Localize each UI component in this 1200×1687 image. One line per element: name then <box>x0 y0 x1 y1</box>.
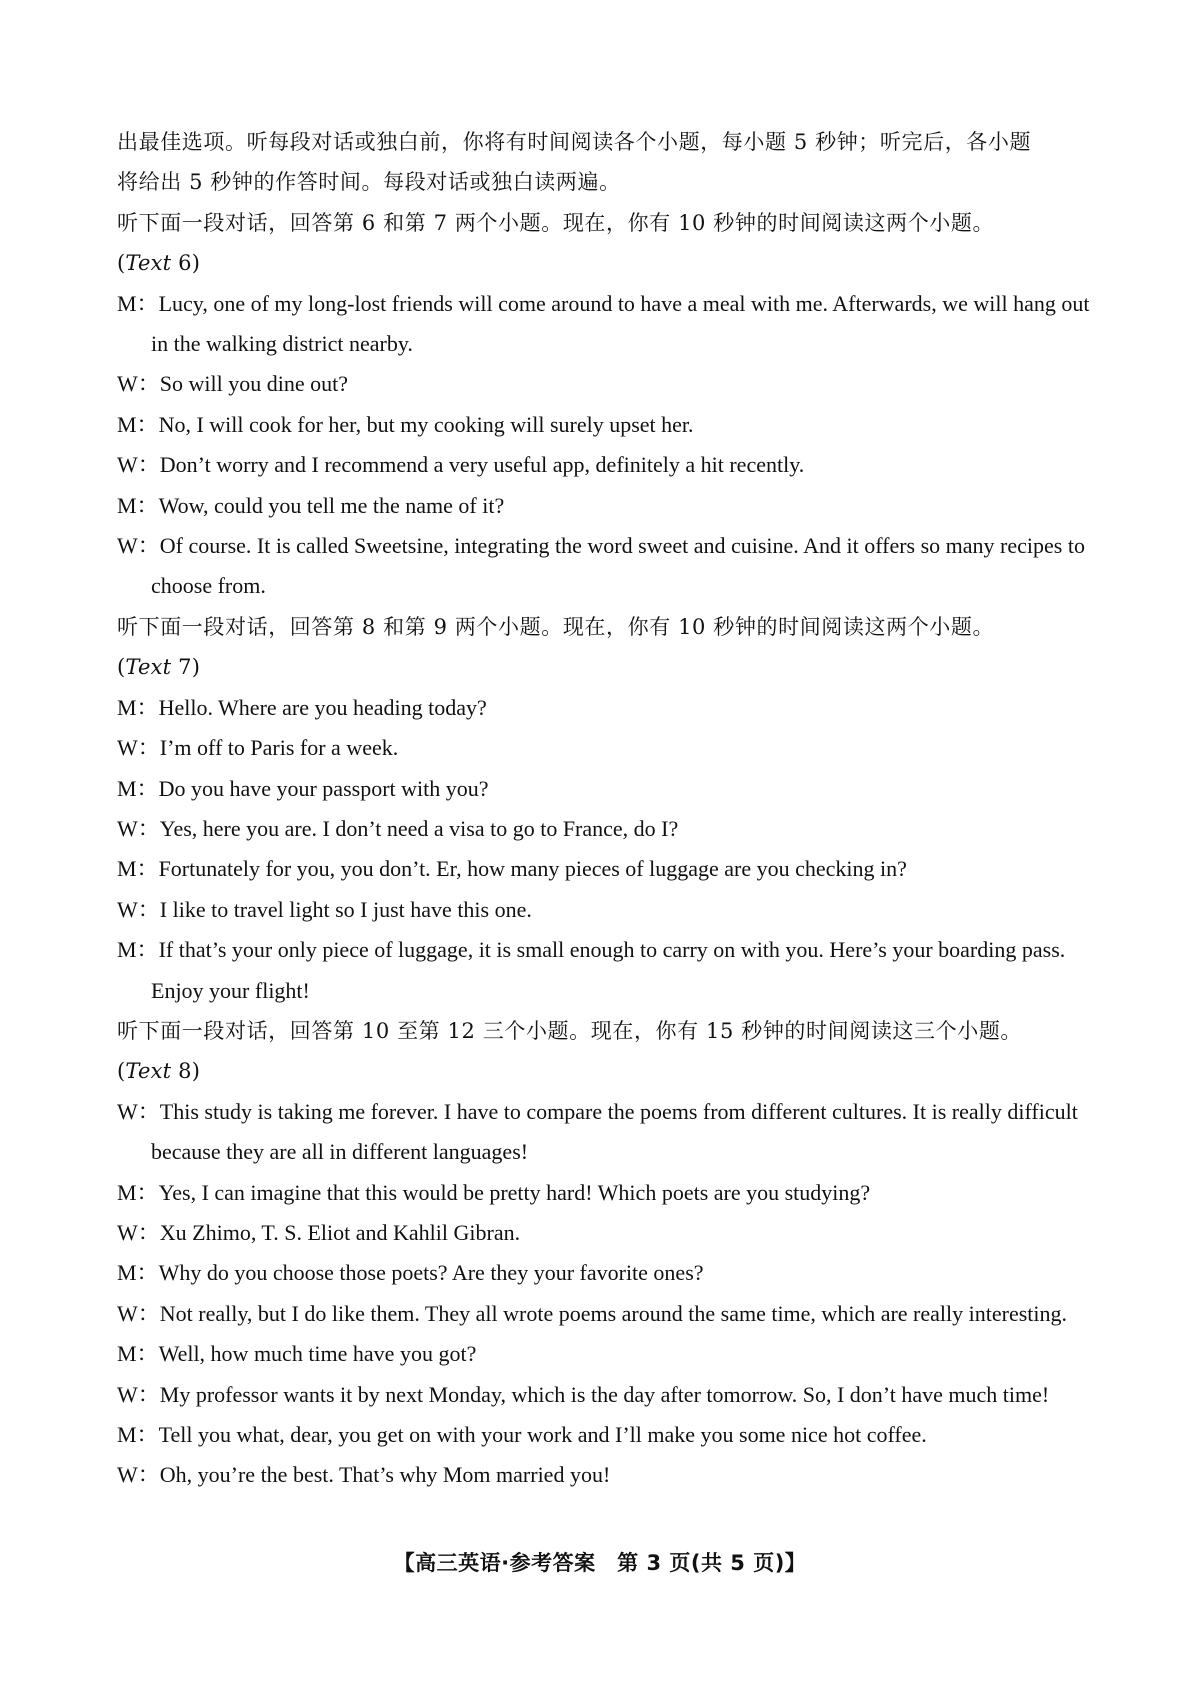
dialogue-text: Wow, could you tell me the name of it? <box>158 492 505 518</box>
speaker-label: M： <box>117 775 159 801</box>
dialogue-text: This study is taking me forever. I have to compare the poems from different cultures. It is really difficult because they are all in different languages! <box>151 1098 1078 1165</box>
dialogue-line <box>117 1213 1097 1253</box>
dialogue-line <box>117 688 1097 728</box>
dialogue-text: No, I will cook for her, but my cooking will surely upset her. <box>158 411 694 437</box>
dialogue-line <box>117 849 1097 889</box>
dialogue-line <box>117 809 1097 849</box>
text-label <box>117 647 1097 687</box>
text-label-word: Text <box>125 1059 172 1084</box>
speaker-label: W： <box>117 735 160 761</box>
dialogue-line <box>117 526 1097 607</box>
speaker-label: M： <box>117 1422 159 1447</box>
dialogue-line <box>117 930 1097 1011</box>
dialogue-line <box>117 1173 1097 1213</box>
dialogue-line <box>117 1375 1097 1415</box>
dialogue-line <box>117 1294 1097 1334</box>
dialogue-line <box>117 445 1097 485</box>
page-footer: 【高三英语·参考答案 第 3 页(共 5 页)】 <box>393 1551 807 1575</box>
section-instruction: 听下面一段对话，回答第 10 至第 12 三个小题。现在，你有 15 秒钟的时间阅读这三个小题。 <box>117 1018 1023 1043</box>
text-label-open: ( <box>117 655 126 680</box>
section-instruction: 听下面一段对话，回答第 8 和第 9 两个小题。现在，你有 10 秒钟的时间阅读这两个小题。 <box>117 614 995 639</box>
speaker-label: W： <box>117 1300 160 1326</box>
transcript-sections <box>117 203 1097 1496</box>
document-page <box>117 122 1097 1496</box>
speaker-label: M： <box>117 1341 159 1367</box>
speaker-label: M： <box>117 1260 159 1286</box>
dialogue-text: Lucy, one of my long-lost friends will come around to have a meal with me. Afterwards, we will hang out in the walking district nearby. <box>151 290 1090 357</box>
text-label <box>117 1051 1097 1091</box>
dialogue-text: I’m off to Paris for a week. <box>159 735 399 761</box>
speaker-label: M： <box>117 411 159 437</box>
dialogue-text: Oh, you’re the best. That’s why Mom married you! <box>159 1462 611 1488</box>
speaker-label: M： <box>117 290 159 316</box>
speaker-label: W： <box>117 896 160 922</box>
speaker-label: W： <box>117 371 160 397</box>
speaker-label: M： <box>117 937 159 963</box>
text-label <box>117 243 1097 283</box>
dialogue-text: Yes, here you are. I don’t need a visa to go to France, do I? <box>159 815 679 841</box>
dialogue-line <box>117 890 1097 930</box>
speaker-label: W： <box>117 1098 160 1124</box>
dialogue-text: I like to travel light so I just have this one. <box>159 896 532 922</box>
dialogue-text: Well, how much time have you got? <box>158 1341 477 1367</box>
text-label-number: 8) <box>171 1059 201 1084</box>
text-label-word: Text <box>125 655 172 680</box>
speaker-label: W： <box>117 1381 160 1407</box>
dialogue-line <box>117 284 1097 365</box>
dialogue-line <box>117 1334 1097 1374</box>
dialogue-line <box>117 486 1097 526</box>
dialogue-line <box>117 1455 1097 1495</box>
text-label-number: 6) <box>171 251 201 276</box>
dialogue-line <box>117 1092 1097 1173</box>
speaker-label: M： <box>117 1179 159 1205</box>
speaker-label: M： <box>117 694 159 720</box>
dialogue-text: If that’s your only piece of luggage, it is small enough to carry on with you. Here’s your boarding pass. Enjoy your flight! <box>151 937 1066 1003</box>
dialogue-text: My professor wants it by next Monday, which is the day after tomorrow. So, I don’t have much time! <box>159 1381 1050 1407</box>
dialogue-text: Of course. It is called Sweetsine, integrating the word sweet and cuisine. And it offers so many recipes to choose from. <box>151 533 1085 599</box>
dialogue-text: Yes, I can imagine that this would be pretty hard! Which poets are you studying? <box>158 1179 871 1205</box>
dialogue-text: Not really, but I do like them. They all wrote poems around the same time, which are really interesting. <box>159 1300 1067 1326</box>
text-label-open: ( <box>117 1059 126 1084</box>
intro-line-2: 将给出 5 秒钟的作答时间。每段对话或独白读两遍。 <box>117 170 621 195</box>
text-label-word: Text <box>125 251 172 276</box>
dialogue-text: Do you have your passport with you? <box>158 775 489 801</box>
dialogue-line <box>117 1253 1097 1293</box>
speaker-label: W： <box>117 452 160 478</box>
speaker-label: W： <box>117 1462 160 1488</box>
section-instruction: 听下面一段对话，回答第 6 和第 7 两个小题。现在，你有 10 秒钟的时间阅读这两个小题。 <box>117 210 995 235</box>
dialogue-text: Fortunately for you, you don’t. Er, how many pieces of luggage are you checking in? <box>158 856 907 882</box>
text-label-open: ( <box>117 251 126 276</box>
speaker-label: W： <box>117 815 160 841</box>
dialogue-text: Tell you what, dear, you get on with your work and I’ll make you some nice hot coffee. <box>158 1422 927 1447</box>
dialogue-text: Don’t worry and I recommend a very useful app, definitely a hit recently. <box>159 452 805 478</box>
dialogue-line <box>117 405 1097 445</box>
dialogue-line <box>117 1415 1097 1455</box>
dialogue-line <box>117 769 1097 809</box>
dialogue-text: Hello. Where are you heading today? <box>158 694 487 720</box>
dialogue-line <box>117 728 1097 768</box>
dialogue-line <box>117 364 1097 404</box>
text-label-number: 7) <box>171 655 201 680</box>
speaker-label: M： <box>117 492 159 518</box>
intro-line-1: 出最佳选项。听每段对话或独白前，你将有时间阅读各个小题，每小题 5 秒钟；听完后，各小题 <box>117 130 1032 154</box>
dialogue-text: So will you dine out? <box>159 371 348 397</box>
dialogue-text: Xu Zhimo, T. S. Eliot and Kahlil Gibran. <box>159 1219 521 1245</box>
dialogue-text: Why do you choose those poets? Are they your favorite ones? <box>158 1260 704 1286</box>
speaker-label: W： <box>117 1219 160 1245</box>
speaker-label: W： <box>117 533 160 559</box>
speaker-label: M： <box>117 856 159 882</box>
